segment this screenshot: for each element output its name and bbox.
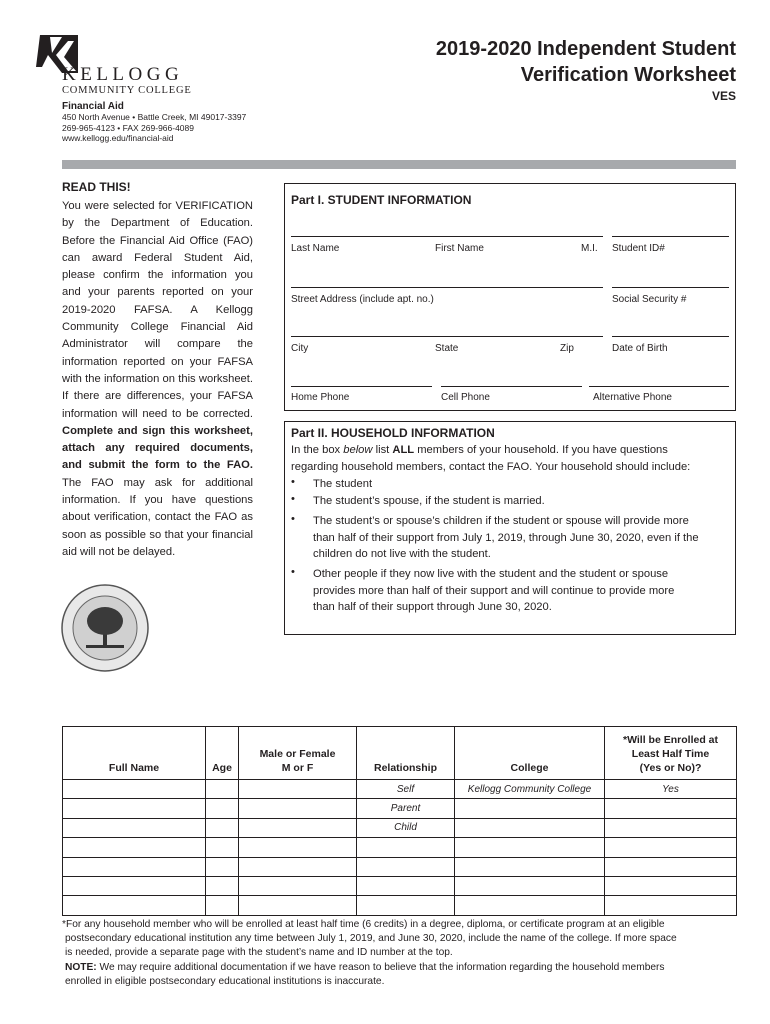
household-bullet: Other people if they now live with the student and the student or spouse [313, 568, 669, 580]
college-cell[interactable] [455, 857, 605, 876]
page-title: 2019-2020 Independent Student Verification Worksheet [435, 38, 736, 86]
sex-cell[interactable] [239, 876, 357, 895]
student-id-input-line[interactable] [612, 236, 729, 237]
college-cell[interactable] [455, 799, 605, 818]
city-label: City [291, 343, 309, 354]
table-row [63, 838, 737, 857]
enrolled-cell[interactable] [605, 799, 737, 818]
phone-line: 269-965-4123 • FAX 269-966-4089 [62, 122, 194, 133]
logo-subtitle: COMMUNITY COLLEGE [62, 85, 192, 96]
household-members-table [62, 726, 737, 916]
last-first-mi-input-line[interactable] [291, 236, 603, 237]
zip-label: Zip [560, 343, 574, 354]
street-address-label: Street Address (include apt. no.) [291, 294, 434, 305]
ssn-input-line[interactable] [612, 287, 729, 288]
col-header-enrolled: *Will be Enrolled at Least Half Time (Yes or No)? [605, 727, 737, 780]
bullet-marker: • [291, 566, 295, 578]
enrolled-cell[interactable] [605, 896, 737, 915]
logo-name: KELLOGG [62, 64, 184, 85]
bullet-marker: • [291, 476, 295, 488]
alternative-phone-label: Alternative Phone [593, 392, 672, 403]
last-name-label: Last Name [291, 243, 340, 254]
table-row [63, 857, 737, 876]
enrolled-cell[interactable]: Yes [605, 780, 737, 799]
address-line: 450 North Avenue • Battle Creek, MI 49017-3397 [62, 112, 247, 122]
age-cell[interactable] [206, 818, 239, 837]
table-row [63, 799, 737, 818]
alternative-phone-input-line[interactable] [589, 386, 729, 387]
col-header-relationship: Relationship [357, 727, 455, 780]
enrolled-cell[interactable] [605, 876, 737, 895]
bullet-marker: • [291, 493, 295, 505]
sex-cell[interactable] [239, 857, 357, 876]
college-cell[interactable] [455, 838, 605, 857]
table-row [63, 876, 737, 895]
part2-intro: In the box below list ALL members of your household. If you have questions [291, 444, 668, 456]
college-cell[interactable] [455, 818, 605, 837]
full-name-cell[interactable] [63, 857, 206, 876]
full-name-cell[interactable] [63, 799, 206, 818]
household-bullet: The student’s spouse, if the student is married. [313, 495, 545, 507]
part2-title: Part II. HOUSEHOLD INFORMATION [291, 426, 495, 440]
home-phone-label: Home Phone [291, 392, 350, 403]
read-this-body: You were selected for VERIFICATION by the Department of Education. Before the Financial Aid Office (FAO) can award Federal Student Aid, please confirm the information you and your parents reported on your 2019-2020 FAFSA. A Kellogg Community College Financial Aid Administrator will compare the information reported on your FAFSA with the information on this worksheet. If there are differences, your FAFSA information will need to be corrected. Complete and sign this worksheet, attach any required documents, and submit the form to the FAO. The FAO may ask for additional information. If you have questions about verification, contact the FAO as soon as possible so that your financial aid will not be delayed. [62, 200, 253, 558]
sex-cell[interactable] [239, 896, 357, 915]
note-line: NOTE: We may require additional documentation if we have reason to believe that the information regarding the household members [65, 961, 665, 973]
sex-cell[interactable] [239, 799, 357, 818]
household-bullet-cont: provides more than half of their support and will continue to provide more [313, 584, 675, 597]
ssn-label: Social Security # [612, 294, 687, 305]
age-cell[interactable] [206, 857, 239, 876]
household-bullet: The student [313, 478, 373, 490]
sex-cell[interactable] [239, 818, 357, 837]
college-cell[interactable] [455, 876, 605, 895]
college-cell[interactable]: Kellogg Community College [455, 780, 605, 799]
part2-intro-line2: regarding household members, contact the FAO. Your household should include: [291, 461, 691, 473]
household-information-section [284, 421, 736, 635]
college-cell[interactable] [455, 896, 605, 915]
age-cell[interactable] [206, 896, 239, 915]
department-name: Financial Aid [62, 101, 124, 112]
age-cell[interactable] [206, 799, 239, 818]
state-label: State [435, 343, 459, 354]
relationship-cell[interactable] [357, 838, 455, 857]
age-cell[interactable] [206, 780, 239, 799]
enrolled-cell[interactable] [605, 838, 737, 857]
website-line: www.kellogg.edu/financial-aid [62, 133, 174, 143]
department-of-education-seal-icon [60, 583, 150, 673]
full-name-cell[interactable] [63, 896, 206, 915]
age-cell[interactable] [206, 876, 239, 895]
date-of-birth-label: Date of Birth [612, 343, 668, 354]
table-row [63, 780, 737, 799]
col-header-full-name: Full Name [63, 727, 206, 780]
home-phone-input-line[interactable] [291, 386, 432, 387]
city-state-zip-input-line[interactable] [291, 336, 603, 337]
relationship-cell[interactable] [357, 896, 455, 915]
cell-phone-input-line[interactable] [441, 386, 582, 387]
table-row [63, 896, 737, 915]
sex-cell[interactable] [239, 838, 357, 857]
col-header-age: Age [206, 727, 239, 780]
household-bullet-cont: than half of their support through June 30, 2020. [313, 601, 552, 614]
enrolled-cell[interactable] [605, 818, 737, 837]
col-header-college: College [455, 727, 605, 780]
relationship-cell[interactable] [357, 876, 455, 895]
enrolled-cell[interactable] [605, 857, 737, 876]
full-name-cell[interactable] [63, 818, 206, 837]
street-address-input-line[interactable] [291, 287, 603, 288]
table-header-row [63, 727, 737, 780]
age-cell[interactable] [206, 838, 239, 857]
relationship-cell[interactable] [357, 857, 455, 876]
full-name-cell[interactable] [63, 780, 206, 799]
read-this-heading: READ THIS! [62, 180, 131, 194]
full-name-cell[interactable] [63, 876, 206, 895]
date-of-birth-input-line[interactable] [612, 336, 729, 337]
full-name-cell[interactable] [63, 838, 206, 857]
relationship-cell[interactable]: Parent [357, 799, 455, 818]
student-id-label: Student ID# [612, 243, 665, 254]
household-bullet-cont: children do not live with the student. [313, 548, 491, 561]
household-bullet-cont: than half of their support from July 1, 2019, through June 30, 2020, even if the [313, 531, 699, 544]
footnote: *For any household member who will be enrolled at least half time (6 credits) in a degree, diploma, or certificate program at an eligible postsecondary educational institution any time between July 1, 2019, and June 30, 2020, include the name of the college. If more space is needed, provide a separate page with the student’s name and ID number at the top. NOTE: We may require additional documentation if we have reason to believe that the information regarding the household members enrolled in eligible postsecondary educational institutions is inaccurate. [62, 918, 740, 989]
col-header-sex: Male or Female M or F [239, 727, 357, 780]
cell-phone-label: Cell Phone [441, 392, 490, 403]
header-divider [62, 160, 736, 169]
first-name-label: First Name [435, 243, 484, 254]
relationship-cell[interactable]: Self [357, 780, 455, 799]
part1-title: Part I. STUDENT INFORMATION [291, 193, 472, 207]
bullet-marker: • [291, 513, 295, 525]
sex-cell[interactable] [239, 780, 357, 799]
table-row [63, 818, 737, 837]
form-code: VES [711, 89, 736, 103]
relationship-cell[interactable]: Child [357, 818, 455, 837]
student-information-section [284, 183, 736, 411]
middle-initial-label: M.I. [581, 243, 598, 254]
household-bullet: The student’s or spouse’s children if the student or spouse will provide more [313, 515, 689, 527]
